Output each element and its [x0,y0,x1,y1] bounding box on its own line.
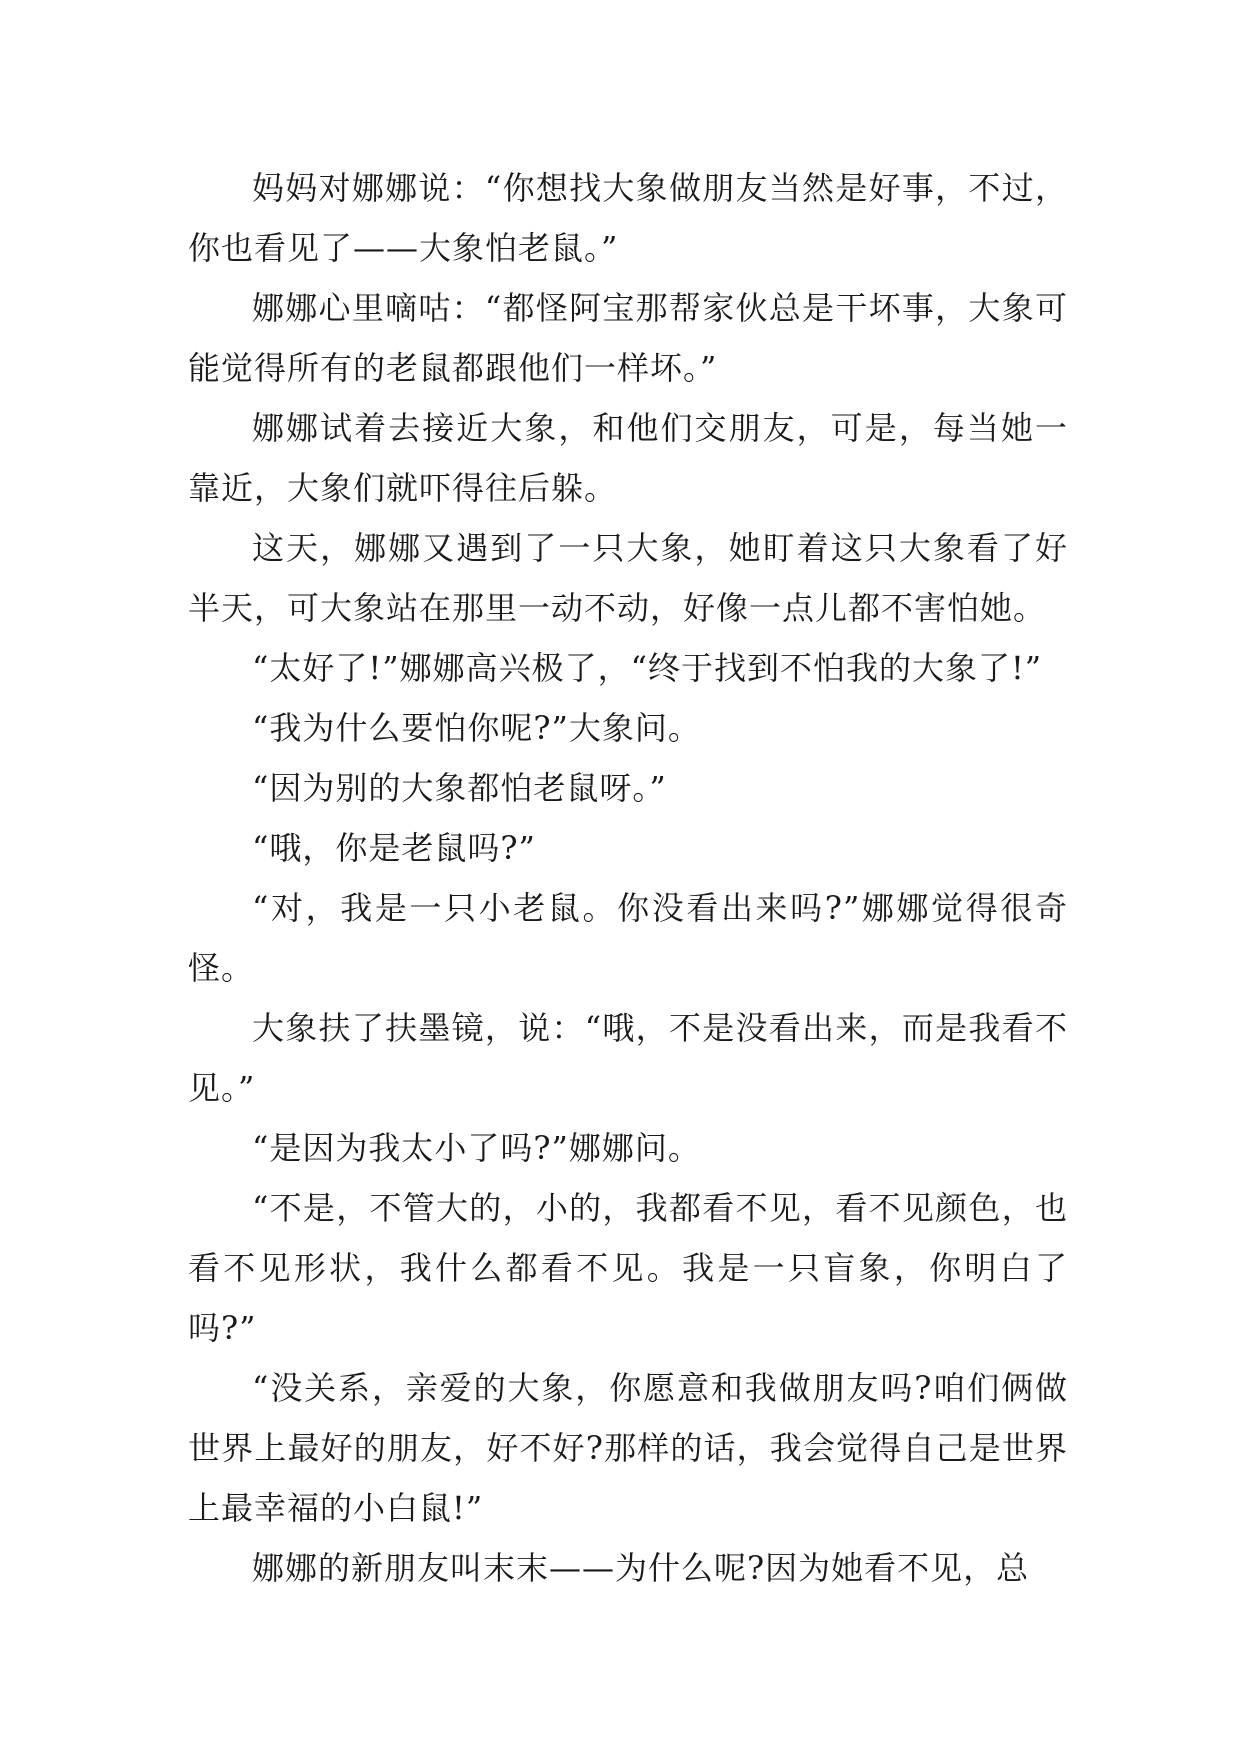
paragraph-10: 大象扶了扶墨镜，说：“哦，不是没看出来，而是我看不见。” [188,1009,1068,1107]
paragraph-7: “因为别的大象都怕老鼠呀。” [252,769,667,807]
paragraph-13: “没关系，亲爱的大象，你愿意和我做朋友吗?咱们俩做世界上最好的朋友，好不好?那样的话，我会觉得自己是世界上最幸福的小白鼠!” [188,1369,1068,1527]
paragraph-11: “是因为我太小了吗?”娜娜问。 [252,1129,701,1167]
paragraph-3: 娜娜试着去接近大象，和他们交朋友，可是，每当她一靠近，大象们就吓得往后躲。 [188,409,1068,507]
paragraph-14: 娜娜的新朋友叫末末——为什么呢?因为她看不见，总 [252,1549,1030,1587]
story-text [188,158,1068,1598]
paragraph-9: “对，我是一只小老鼠。你没看出来吗?”娜娜觉得很奇怪。 [188,889,1068,987]
paragraph-5: “太好了!”娜娜高兴极了，“终于找到不怕我的大象了!” [252,649,1043,687]
paragraph-8: “哦，你是老鼠吗?” [252,829,536,867]
paragraph-1: 妈妈对娜娜说：“你想找大象做朋友当然是好事，不过，你也看见了——大象怕老鼠。” [188,169,1068,267]
paragraph-6: “我为什么要怕你呢?”大象问。 [252,709,701,747]
paragraph-4: 这天，娜娜又遇到了一只大象，她盯着这只大象看了好半天，可大象站在那里一动不动，好像一点儿都不害怕她。 [188,529,1068,627]
paragraph-12: “不是，不管大的，小的，我都看不见，看不见颜色，也看不见形状，我什么都看不见。我是一只盲象，你明白了吗?” [188,1189,1068,1347]
paragraph-2: 娜娜心里嘀咕：“都怪阿宝那帮家伙总是干坏事，大象可能觉得所有的老鼠都跟他们一样坏。” [188,289,1068,387]
